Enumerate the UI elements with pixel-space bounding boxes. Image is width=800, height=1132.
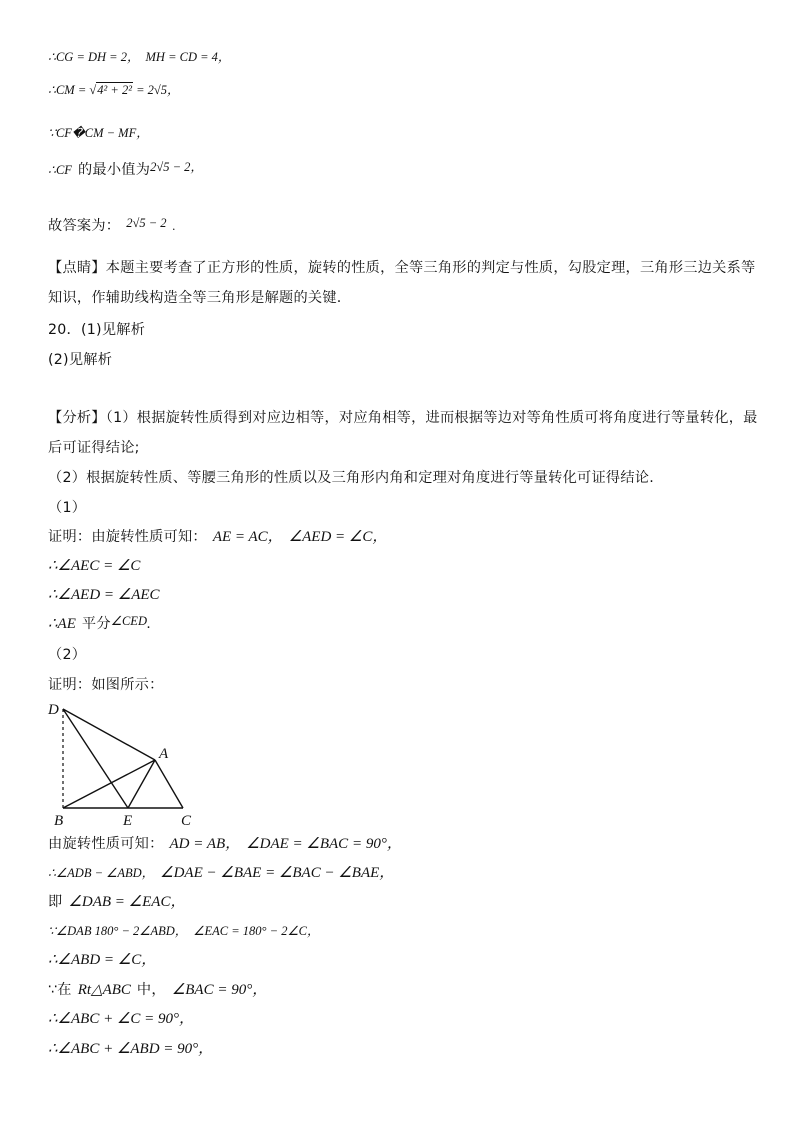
analysis-line-1: 【分析】（1）根据旋转性质得到对应边相等，对应角相等，进而根据等边对等角性质可将角度进行等量转化，最 — [48, 410, 758, 426]
line-cf-min — [48, 160, 203, 180]
math-answer-value: 2√5 − 2 — [126, 216, 167, 230]
math-ae-ac: AE = AC， — [212, 529, 283, 545]
math-dab-expr: ∵∠DAB 180° − 2∠ABD， — [48, 924, 188, 938]
sqrt-radicand: 4² + 2² — [97, 83, 132, 97]
math-dae-bac: ∠DAE = ∠BAC = 90°， — [246, 836, 402, 852]
proof2-head: （2） — [48, 647, 87, 663]
proof2-line-7 — [48, 1009, 194, 1029]
segment-da — [63, 709, 155, 760]
text-bisects: 平分 — [81, 616, 111, 632]
text-zai: ∵在 — [48, 982, 72, 998]
label-b: B — [54, 813, 64, 829]
analysis-line-2: 后可证得结论; — [48, 440, 140, 456]
proof2-rotation-text: 由旋转性质可知： — [48, 836, 164, 852]
proof1-line-2 — [48, 556, 140, 576]
proof2-intro: 证明：如图所示： — [48, 677, 164, 693]
math-abd-c: ∴∠ABD = ∠C， — [48, 952, 157, 968]
math-abc-c-90: ∴∠ABC + ∠C = 90°， — [48, 1011, 195, 1027]
label-a: A — [159, 746, 169, 762]
proof1-head: （1） — [48, 500, 87, 516]
proof2-line-1 — [48, 834, 402, 854]
dianjing-line-1: 【点睛】本题主要考查了正方形的性质，旋转的性质，全等三角形的判定与性质，勾股定理，三角形三边关系等 — [48, 260, 756, 276]
text-zhong: 中， — [136, 982, 166, 998]
math-dab-eac: ∠DAB = ∠EAC， — [68, 894, 186, 910]
math-mh-cd: MH = CD = 4， — [145, 50, 231, 64]
math-ad-ab: AD = AB， — [169, 836, 241, 852]
line-cm — [48, 80, 180, 100]
analysis-line-3: （2）根据旋转性质、等腰三角形的性质以及三角形内角和定理对角度进行等量转化可证得结论. — [48, 470, 654, 486]
math-cm-post: = 2√5， — [132, 83, 180, 97]
dianjing-line-2: 知识，作辅助线构造全等三角形是解题的关键. — [48, 290, 342, 306]
proof2-line-2 — [48, 863, 394, 883]
proof2-line-8 — [48, 1039, 213, 1059]
text-min-value: 的最小值为 — [77, 162, 151, 178]
proof2-line-6 — [48, 980, 267, 1000]
math-aed-c: ∠AED = ∠C， — [288, 529, 388, 545]
proof1-period: . — [146, 616, 151, 632]
math-aed-aec: ∴∠AED = ∠AEC — [48, 587, 160, 603]
segment-de — [63, 709, 128, 808]
math-angle-difference: ∠DAE − ∠BAE = ∠BAC − ∠BAE， — [160, 865, 395, 881]
math-cg-dh: ∴CG = DH = 2， — [48, 50, 140, 64]
label-c: C — [181, 813, 192, 829]
proof1-line-3 — [48, 585, 160, 605]
segment-ac — [155, 760, 183, 808]
math-min-value: 2√5 − 2， — [150, 160, 203, 174]
math-adb-abd: ∴∠ADB − ∠ABD， — [48, 866, 155, 880]
line-cf-inequality — [48, 123, 149, 143]
math-bac-90: ∠BAC = 90°， — [171, 982, 268, 998]
q20-part2: (2)见解析 — [48, 352, 113, 368]
proof1-intro-text: 证明：由旋转性质可知： — [48, 529, 207, 545]
text-ji: 即 — [48, 894, 63, 910]
proof2-line-3 — [48, 892, 185, 912]
math-aec-c: ∴∠AEC = ∠C — [48, 558, 141, 574]
sqrt-symbol: √ — [89, 83, 97, 97]
answer-period: . — [172, 219, 176, 233]
math-cf-inequality: ∵CF�CM − MF， — [48, 126, 149, 140]
label-e: E — [123, 813, 133, 829]
math-ae: ∴AE — [48, 616, 76, 632]
proof2-line-5 — [48, 950, 156, 970]
line-answer — [48, 216, 176, 236]
line-cg-dh — [48, 47, 230, 67]
text-answer-label: 故答案为： — [48, 218, 121, 234]
math-abc-abd-90: ∴∠ABC + ∠ABD = 90°， — [48, 1041, 214, 1057]
geometry-figure — [40, 699, 200, 831]
proof1-line-4 — [48, 614, 151, 634]
label-d: D — [48, 702, 59, 718]
math-ced: ∠CED — [110, 614, 147, 628]
math-eac-expr: ∠EAC = 180° − 2∠C， — [193, 924, 320, 938]
math-cm-pre: ∴CM = — [48, 83, 90, 97]
math-rt-abc: Rt△ABC — [77, 982, 131, 998]
proof1-line-1 — [48, 527, 387, 547]
math-cf: ∴CF — [48, 163, 72, 177]
q20-part1: 20．(1)见解析 — [48, 322, 146, 338]
proof2-line-4 — [48, 921, 320, 941]
